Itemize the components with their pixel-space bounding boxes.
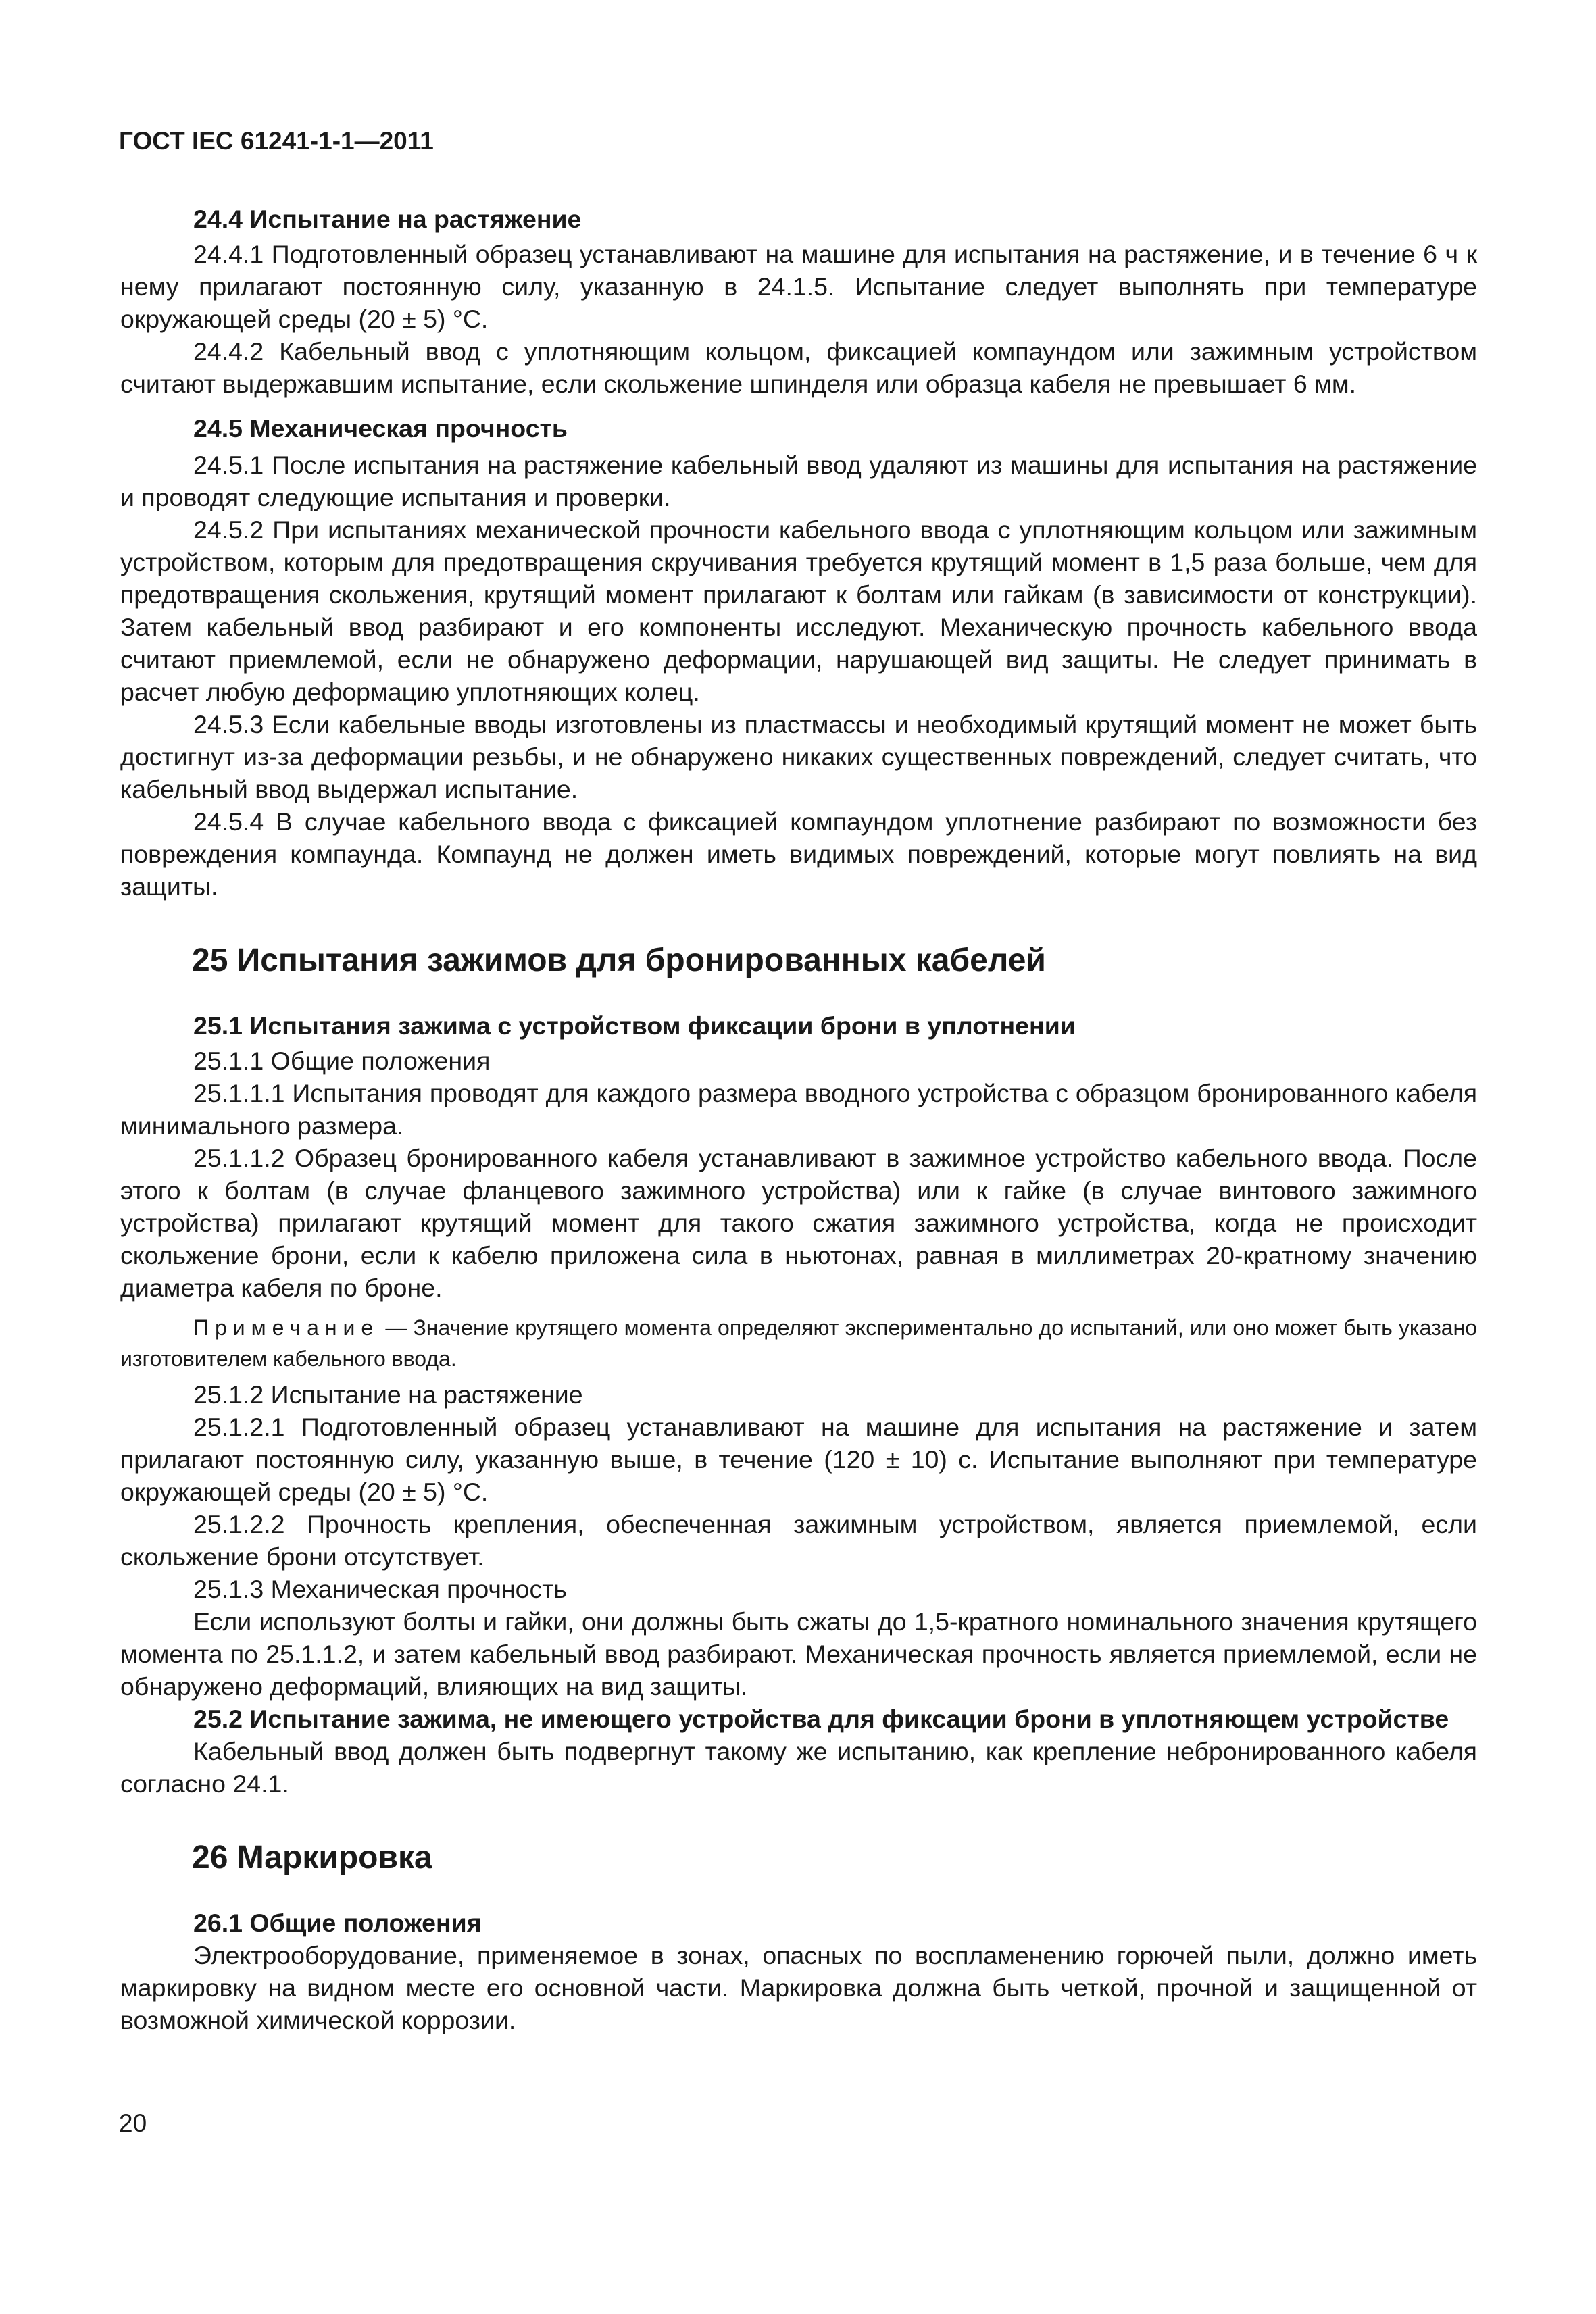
paragraph-25-1-1-1: 25.1.1.1 Испытания проводят для каждого размера вводного устройства с образцом бронированного кабеля минимального размера. (120, 1079, 1477, 1140)
paragraph-25-2-text: Кабельный ввод должен быть подвергнут такому же испытанию, как крепление небронированного кабеля согласно 24.1. (120, 1737, 1477, 1798)
page-number: 20 (119, 2109, 147, 2137)
paragraph-24-4-2: 24.4.2 Кабельный ввод с уплотняющим кольцом, фиксацией компаундом или зажимным устройством считают выдержавшим испытание, если скольжение шпинделя или образца кабеля не превышает 6 мм. (120, 337, 1477, 398)
paragraph-24-5-4: 24.5.4 В случае кабельного ввода с фиксацией компаундом уплотнение разбирают по возможности без повреждения компаунда. Компаунд не должен иметь видимых повреждений, которые могут повлиять на вид защиты. (120, 807, 1477, 901)
paragraph-24-4-1: 24.4.1 Подготовленный образец устанавливают на машине для испытания на растяжение, и в течение 6 ч к нему прилагают постоянную силу, указанную в 24.1.5. Испытание следует выполнять при температуре окружающей среды (20 ± 5) °С. (120, 240, 1477, 333)
section-26-1-heading: 26.1 Общие положения (193, 1909, 482, 1937)
paragraph-26-1-text: Электрооборудование, применяемое в зонах, опасных по воспламенению горючей пыли, должно иметь маркировку на видном месте его основной части. Маркировка должна быть четкой, прочной и защищенной от возможной химической коррозии. (120, 1941, 1477, 2034)
paragraph-25-1-3-text: Если используют болты и гайки, они должны быть сжаты до 1,5-кратного номинального значения крутящего момента по 25.1.1.2, и затем кабельный ввод разбирают. Механическая прочность является приемлемой, если не обнаружено деформаций, влияющих на вид защиты. (120, 1607, 1477, 1701)
paragraph-24-5-1: 24.5.1 После испытания на растяжение кабельный ввод удаляют из машины для испытания на растяжение и проводят следующие испытания и проверки. (120, 451, 1477, 511)
paragraph-24-5-2: 24.5.2 При испытаниях механической прочности кабельного ввода с уплотняющим кольцом или зажимным устройством, которым для предотвращения скручивания требуется крутящий момент в 1,5 раза больше, чем для предотвращения скольжения, крутящий момент прилагают к болтам или гайкам (в зависимости от конструкции). Затем кабельный ввод разбирают и его компоненты исследуют. Механическую прочность кабельного ввода считают приемлемой, если не обнаружено деформации, нарушающей вид защиты. Не следует принимать в расчет любую деформацию уплотняющих колец. (120, 515, 1477, 706)
document-code-header: ГОСТ IEC 61241-1-1—2011 (119, 127, 434, 155)
paragraph-25-1-2-2: 25.1.2.2 Прочность крепления, обеспеченная зажимным устройством, является приемлемой, если скольжение брони отсутствует. (120, 1510, 1477, 1571)
note (120, 1312, 1477, 1374)
section-24-5-heading: 24.5 Механическая прочность (193, 414, 568, 443)
paragraph-25-1-3: 25.1.3 Механическая прочность (193, 1575, 567, 1603)
paragraph-25-1-1-2: 25.1.1.2 Образец бронированного кабеля устанавливают в зажимное устройство кабельного ввода. После этого к болтам (в случае фланцевого зажимного устройства) или к гайке (в случае винтового зажимного устройства) прилагают крутящий момент для такого сжатия зажимного устройства, когда не происходит скольжение брони, если к кабелю приложена сила в ньютонах, равная в миллиметрах 20-кратному значению диаметра кабеля по броне. (120, 1144, 1477, 1302)
note-label: Примечание (193, 1315, 380, 1340)
section-25-1-heading: 25.1 Испытания зажима с устройством фиксации брони в уплотнении (193, 1011, 1076, 1040)
section-26-heading: 26 Маркировка (192, 1840, 432, 1876)
paragraph-24-5-3: 24.5.3 Если кабельные вводы изготовлены из пластмассы и необходимый крутящий момент не может быть достигнут из-за деформации резьбы, и не обнаружено никаких существенных повреждений, следует считать, что кабельный ввод выдержал испытание. (120, 710, 1477, 803)
paragraph-25-1-1: 25.1.1 Общие положения (193, 1047, 491, 1075)
section-25-2-heading: 25.2 Испытание зажима, не имеющего устройства для фиксации брони в уплотняющем устройстве (193, 1705, 1449, 1733)
page-body (120, 203, 1477, 2036)
paragraph-25-1-2: 25.1.2 Испытание на растяжение (193, 1380, 583, 1409)
note-text: — Значение крутящего момента определяют экспериментально до испытаний, или оно может быть указано изготовителем кабельного ввода. (120, 1315, 1477, 1371)
paragraph-25-1-2-1: 25.1.2.1 Подготовленный образец устанавливают на машине для испытания на растяжение и затем прилагают постоянную силу, указанную выше, в течение (120 ± 10) с. Испытание выполняют при температуре окружающей среды (20 ± 5) °С. (120, 1413, 1477, 1506)
section-24-4-heading: 24.4 Испытание на растяжение (193, 205, 582, 233)
section-25-heading: 25 Испытания зажимов для бронированных кабелей (192, 942, 1046, 978)
